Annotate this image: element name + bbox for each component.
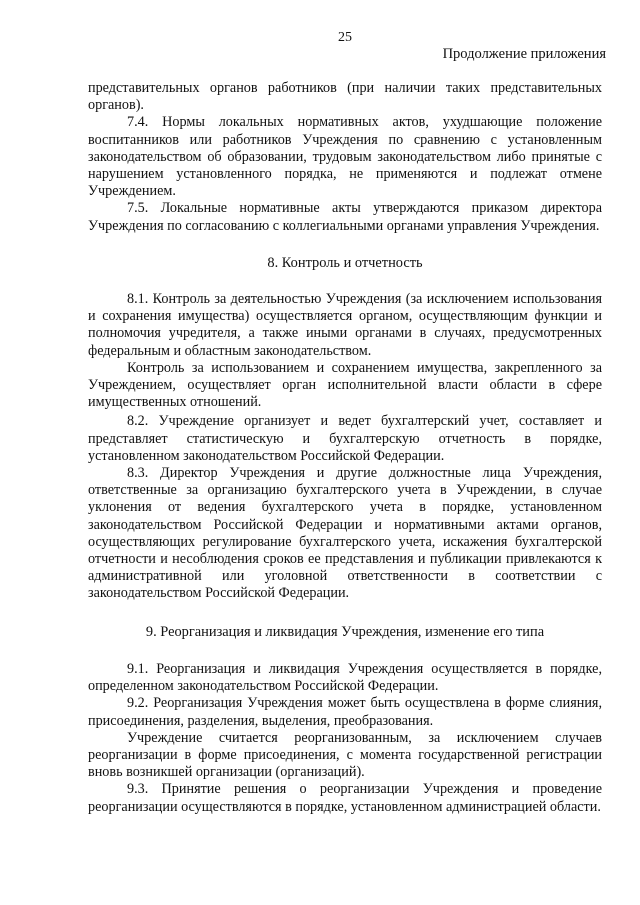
- paragraph-7-5: 7.5. Локальные нормативные акты утверждаются приказом директора Учреждения по согласованию с коллегиальными органами управления Учреждения.: [88, 200, 602, 234]
- paragraph-8-1: 8.1. Контроль за деятельностью Учреждения (за исключением использования и сохранения имущества) осуществляется органом, осуществляющим функции и полномочия учредителя, а также иными органами в случаях, предусмотренных федеральным и областным законодательством.: [88, 291, 602, 359]
- document-body: [88, 80, 602, 816]
- paragraph-7-4: 7.4. Нормы локальных нормативных актов, ухудшающие положение воспитанников или работников Учреждения по сравнению с установленным законодательством об образовании, трудовым законодательством либо принятые с нарушением установленного порядка, не применяются и подлежат отмене Учреждением.: [88, 114, 602, 200]
- paragraph-continued: представительных органов работников (при наличии таких представительных органов).: [88, 80, 602, 114]
- paragraph-9-2: 9.2. Реорганизация Учреждения может быть осуществлена в форме слияния, присоединения, разделения, выделения, преобразования.: [88, 695, 602, 729]
- page-number: 25: [338, 30, 352, 45]
- paragraph-9-3: 9.3. Принятие решения о реорганизации Учреждения и проведение реорганизации осуществляются в порядке, установленном администрацией области.: [88, 781, 602, 815]
- section-heading-8: 8. Контроль и отчетность: [267, 254, 423, 271]
- paragraph-8-2: 8.2. Учреждение организует и ведет бухгалтерский учет, составляет и представляет статистическую и бухгалтерскую отчетность в порядке, установленном законодательством Российской Федерации.: [88, 413, 602, 464]
- paragraph-9-1: 9.1. Реорганизация и ликвидация Учреждения осуществляется в порядке, определенном законодательством Российской Федерации.: [88, 660, 602, 695]
- continuation-note: Продолжение приложения: [442, 46, 606, 62]
- section-heading-9: 9. Реорганизация и ликвидация Учреждения, изменение его типа: [145, 623, 545, 640]
- paragraph-8-3: 8.3. Директор Учреждения и другие должностные лица Учреждения, ответственные за организацию бухгалтерского учета в Учреждении, в случае уклонения от ведения бухгалтерского учета в порядке, установленном законодательством Российской Федерации и нормативными актами органов, осуществляющих регулирование бухгалтерского учета, искажения бухгалтерской отчетности и несоблюдения сроков ее представления и публикации привлекаются к административной или уголовной ответственности в соответствии с законодательством Российской Федерации.: [88, 465, 602, 602]
- paragraph-9-2-continued: Учреждение считается реорганизованным, за исключением случаев реорганизации в форме присоединения, с момента государственной регистрации вновь возникшей организации (организаций).: [88, 729, 602, 781]
- paragraph-8-1-continued: Контроль за использованием и сохранением имущества, закрепленного за Учреждением, осуществляет орган исполнительной власти области в сфере имущественных отношений.: [88, 359, 602, 411]
